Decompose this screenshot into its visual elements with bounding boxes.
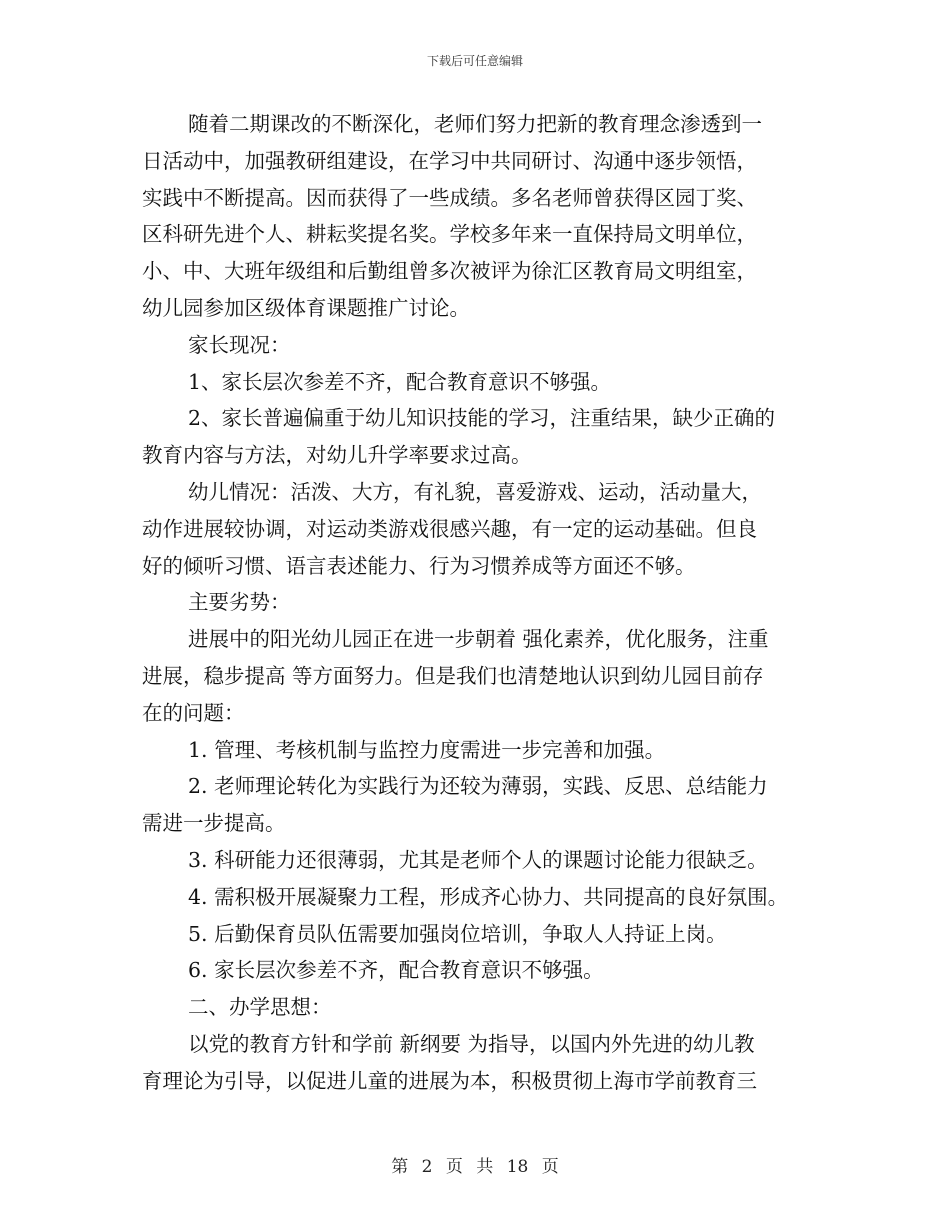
footer-prefix: 第: [391, 1157, 409, 1177]
paragraph: [142, 364, 832, 401]
footer-suffix: 页: [541, 1157, 559, 1177]
document-body: [142, 106, 832, 1100]
text-line: 5. 后勤保育员队伍需要加强岗位培训，争取人人持证上岗。: [188, 921, 727, 946]
paragraph: [142, 989, 832, 1026]
text-line: 实践中不断提高。因而获得了一些成绩。多名老师曾获得区园丁奖、: [142, 185, 757, 210]
paragraph: [142, 842, 832, 879]
text-line: 教育内容与方法，对幼儿升学率要求过高。: [142, 443, 532, 468]
text-line: 主要劣势：: [188, 590, 291, 615]
text-line: 在的问题：: [142, 700, 245, 725]
paragraph: [142, 952, 832, 989]
page-header: 下载后可任意编辑: [426, 54, 523, 68]
text-line: 育理论为引导，以促进儿童的进展为本，积极贯彻上海市学前教育三: [142, 1068, 757, 1093]
text-line: 小、中、大班年级组和后勤组曾多次被评为徐汇区教育局文明组室，: [142, 259, 757, 284]
text-line: 家长现况：: [188, 332, 291, 357]
footer-total-pages: 18: [506, 1157, 529, 1177]
paragraph: [142, 1026, 832, 1100]
paragraph: [142, 474, 832, 584]
text-line: 随着二期课改的不断深化，老师们努力把新的教育理念渗透到一: [188, 112, 762, 136]
text-line: 3. 科研能力还很薄弱，尤其是老师个人的课题讨论能力很缺乏。: [188, 847, 768, 872]
text-line: 好的倾听习惯、语言表述能力、行为习惯养成等方面还不够。: [142, 553, 696, 578]
text-line: 1. 管理、考核机制与监控力度需进一步完善和加强。: [188, 737, 666, 762]
paragraph: [142, 621, 832, 731]
text-line: 4. 需积极开展凝聚力工程，形成齐心协力、共同提高的良好氛围。: [188, 884, 789, 909]
paragraph: [142, 732, 832, 769]
text-line: 进展中的阳光幼儿园正在进一步朝着 强化素养，优化服务，注重: [188, 627, 769, 652]
text-line: 6. 家长层次参差不齐，配合教育意识不够强。: [188, 958, 604, 983]
text-line: 进展，稳步提高 等方面努力。但是我们也清楚地认识到幼儿园目前存: [142, 663, 764, 688]
paragraph: [142, 327, 832, 364]
paragraph: [142, 106, 832, 327]
text-line: 日活动中，加强教研组建设，在学习中共同研讨、沟通中逐步领悟，: [142, 148, 757, 173]
paragraph: [142, 584, 832, 621]
text-line: 二、办学思想：: [188, 995, 332, 1020]
text-line: 需进一步提高。: [142, 811, 286, 836]
paragraph: [142, 879, 832, 916]
text-line: 区科研先进个人、耕耘奖提名奖。学校多年来一直保持局文明单位，: [142, 222, 757, 247]
text-line: 2、家长普遍偏重于幼儿知识技能的学习，注重结果，缺少正确的: [188, 406, 776, 431]
text-line: 幼儿情况：活泼、大方，有礼貌，喜爱游戏、运动，活动量大，: [188, 479, 762, 504]
text-line: 动作进展较协调，对运动类游戏很感兴趣，有一定的运动基础。但良: [142, 516, 757, 541]
text-line: 幼儿园参加区级体育课题推广讨论。: [142, 295, 470, 320]
text-line: 1、家长层次参差不齐，配合教育意识不够强。: [188, 369, 612, 394]
footer-mid: 页: [445, 1157, 463, 1177]
paragraph: [142, 400, 832, 474]
page-footer: [0, 1152, 950, 1177]
paragraph: [142, 768, 832, 842]
text-line: 2. 老师理论转化为实践行为还较为薄弱，实践、反思、总结能力: [188, 774, 768, 799]
footer-page-number: 2: [421, 1157, 433, 1177]
text-line: 以党的教育方针和学前 新纲要 为指导，以国内外先进的幼儿教: [188, 1031, 755, 1056]
footer-total-label: 共: [476, 1157, 494, 1177]
paragraph: [142, 916, 832, 953]
